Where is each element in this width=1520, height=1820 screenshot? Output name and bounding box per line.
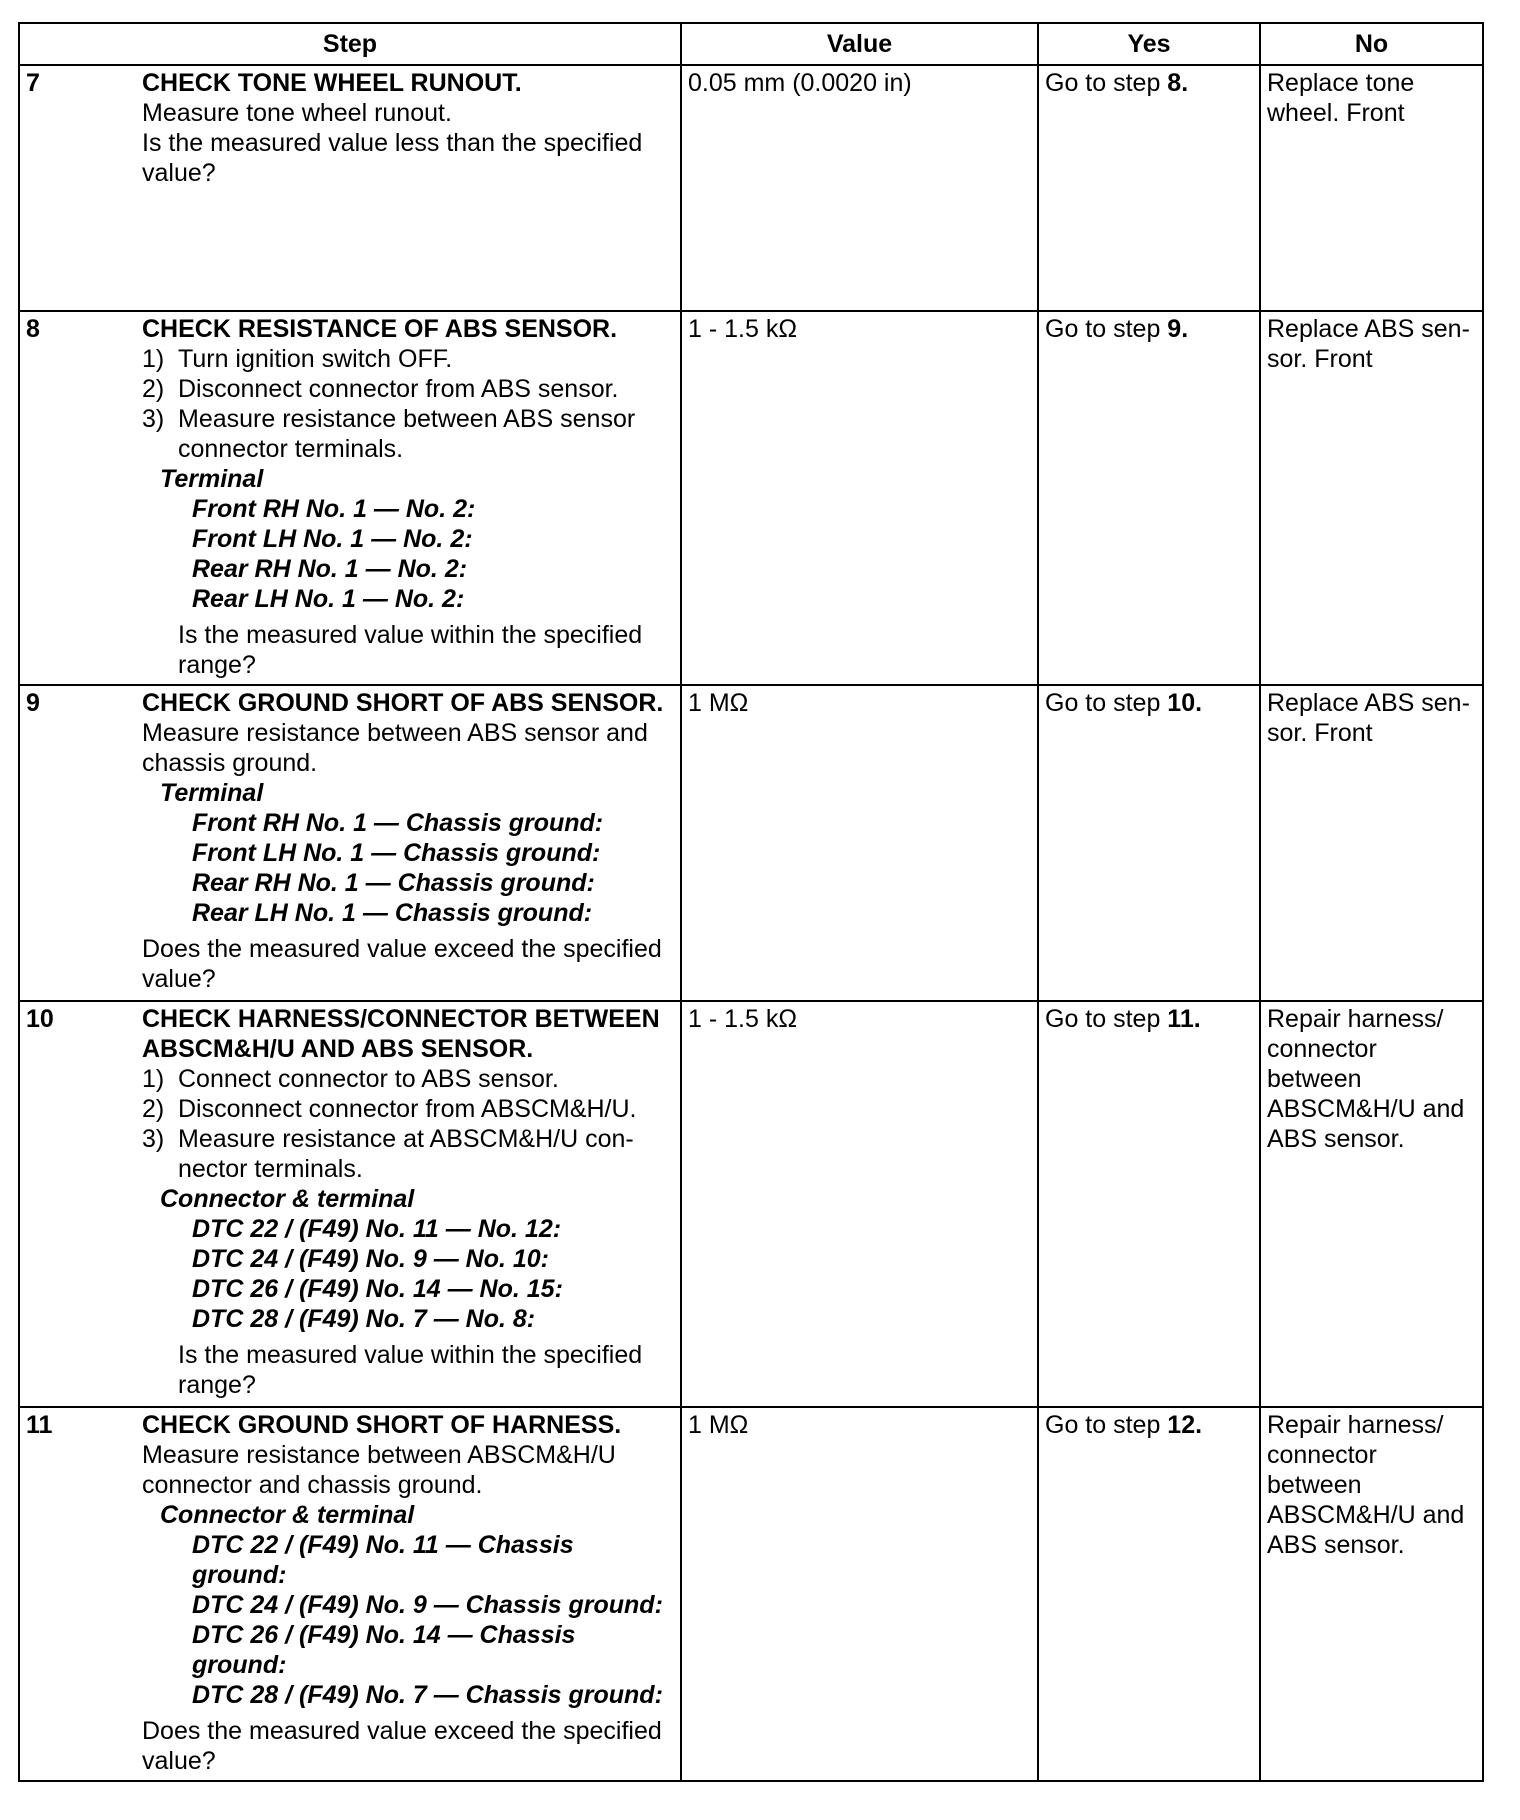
step-instruction: Measure tone wheel runout. xyxy=(142,99,452,127)
header-value: Value xyxy=(681,23,1038,65)
table-row xyxy=(19,1001,1483,1407)
terminal-value: DTC 24 / (F49) No. 9 — Chassis ground: xyxy=(192,1591,663,1619)
step-question: Is the measured value within the specified range? xyxy=(178,1341,643,1399)
table-row xyxy=(19,685,1483,1001)
header-step: Step xyxy=(19,23,681,65)
table-row xyxy=(19,1407,1483,1781)
yes-cell xyxy=(1038,65,1260,311)
terminal-value: Rear RH No. 1 — No. 2: xyxy=(192,555,468,583)
step-cell xyxy=(19,1407,681,1781)
step-number: 11 xyxy=(26,1411,53,1439)
yes-cell xyxy=(1038,311,1260,685)
no-cell: Repair harness/ connector between ABSCM&H/U and ABS sensor. xyxy=(1260,1407,1483,1781)
step-title: CHECK GROUND SHORT OF HARNESS. xyxy=(142,1411,622,1439)
terminal-value: DTC 28 / (F49) No. 7 — No. 8: xyxy=(192,1305,536,1333)
yes-prefix: Go to step xyxy=(1045,1411,1168,1439)
terminal-value: DTC 28 / (F49) No. 7 — Chassis ground: xyxy=(192,1681,663,1709)
terminal-label: Terminal xyxy=(160,779,264,807)
step-question: Is the measured value within the specified range? xyxy=(178,621,643,679)
list-item: 2) Disconnect connector from ABS sensor. xyxy=(142,375,619,403)
step-number: 7 xyxy=(26,69,40,97)
value-cell: 1 - 1.5 kΩ xyxy=(681,311,1038,685)
terminal-value: Rear LH No. 1 — Chassis ground: xyxy=(192,899,593,927)
list-item: 1) Connect connector to ABS sensor. xyxy=(142,1065,559,1093)
step-number: 10 xyxy=(26,1005,54,1033)
terminal-value: DTC 24 / (F49) No. 9 — No. 10: xyxy=(192,1245,550,1273)
yes-step-link[interactable]: 11. xyxy=(1167,1005,1201,1033)
step-instruction: Measure resistance between ABS sensor and chassis ground. xyxy=(142,719,648,777)
yes-step-link[interactable]: 12. xyxy=(1167,1411,1203,1439)
table-row xyxy=(19,65,1483,311)
step-question: Is the measured value less than the specified value? xyxy=(142,129,643,187)
diagnostic-table xyxy=(18,22,1484,1782)
terminal-value: Front RH No. 1 — No. 2: xyxy=(192,495,476,523)
header-no: No xyxy=(1260,23,1483,65)
yes-cell xyxy=(1038,1001,1260,1407)
terminal-value: DTC 22 / (F49) No. 11 — Chassis ground: xyxy=(192,1531,574,1589)
step-number: 9 xyxy=(26,689,40,717)
list-item: 3) Measure resistance at ABSCM&H/U con-nector terminals. xyxy=(142,1125,634,1183)
step-cell xyxy=(19,65,681,311)
list-item: 3) Measure resistance between ABS sensor connector terminals. xyxy=(142,405,636,463)
no-cell: Repair harness/ connector between ABSCM&H/U and ABS sensor. xyxy=(1260,1001,1483,1407)
value-cell: 0.05 mm (0.0020 in) xyxy=(681,65,1038,311)
step-number: 8 xyxy=(26,315,40,343)
header-yes: Yes xyxy=(1038,23,1260,65)
terminal-label: Connector & terminal xyxy=(160,1501,415,1529)
terminal-value: DTC 22 / (F49) No. 11 — No. 12: xyxy=(192,1215,562,1243)
yes-prefix: Go to step xyxy=(1045,1005,1168,1033)
step-question: Does the measured value exceed the specified value? xyxy=(142,935,662,993)
yes-step-link[interactable]: 10. xyxy=(1167,689,1203,717)
yes-cell xyxy=(1038,1407,1260,1781)
yes-step-link[interactable]: 8. xyxy=(1167,69,1189,97)
terminal-value: Front LH No. 1 — Chassis ground: xyxy=(192,839,601,867)
no-cell: Replace tone wheel. Front xyxy=(1260,65,1483,311)
yes-step-link[interactable]: 9. xyxy=(1167,315,1189,343)
step-cell xyxy=(19,685,681,1001)
yes-cell xyxy=(1038,685,1260,1001)
terminal-label: Terminal xyxy=(160,465,264,493)
step-title: CHECK RESISTANCE OF ABS SENSOR. xyxy=(142,315,618,343)
step-cell xyxy=(19,311,681,685)
header-row xyxy=(19,23,1483,65)
step-instruction: Measure resistance between ABSCM&H/U connector and chassis ground. xyxy=(142,1441,616,1499)
yes-prefix: Go to step xyxy=(1045,315,1168,343)
terminal-label: Connector & terminal xyxy=(160,1185,415,1213)
yes-prefix: Go to step xyxy=(1045,689,1168,717)
value-cell: 1 MΩ xyxy=(681,1407,1038,1781)
step-cell xyxy=(19,1001,681,1407)
terminal-value: Front LH No. 1 — No. 2: xyxy=(192,525,473,553)
yes-prefix: Go to step xyxy=(1045,69,1168,97)
terminal-value: DTC 26 / (F49) No. 14 — No. 15: xyxy=(192,1275,563,1303)
no-cell: Replace ABS sen-sor. Front xyxy=(1260,685,1483,1001)
step-title: CHECK GROUND SHORT OF ABS SENSOR. xyxy=(142,689,664,717)
value-cell: 1 - 1.5 kΩ xyxy=(681,1001,1038,1407)
value-cell: 1 MΩ xyxy=(681,685,1038,1001)
step-question: Does the measured value exceed the specified value? xyxy=(142,1717,662,1775)
step-title: CHECK TONE WHEEL RUNOUT. xyxy=(142,69,522,97)
list-item: 2) Disconnect connector from ABSCM&H/U. xyxy=(142,1095,637,1123)
table-row xyxy=(19,311,1483,685)
step-title: CHECK HARNESS/CONNECTOR BETWEEN ABSCM&H/U AND ABS SENSOR. xyxy=(142,1005,660,1063)
list-item: 1) Turn ignition switch OFF. xyxy=(142,345,453,373)
terminal-value: DTC 26 / (F49) No. 14 — Chassis ground: xyxy=(192,1621,576,1679)
terminal-value: Front RH No. 1 — Chassis ground: xyxy=(192,809,604,837)
no-cell: Replace ABS sen-sor. Front xyxy=(1260,311,1483,685)
terminal-value: Rear RH No. 1 — Chassis ground: xyxy=(192,869,595,897)
terminal-value: Rear LH No. 1 — No. 2: xyxy=(192,585,465,613)
